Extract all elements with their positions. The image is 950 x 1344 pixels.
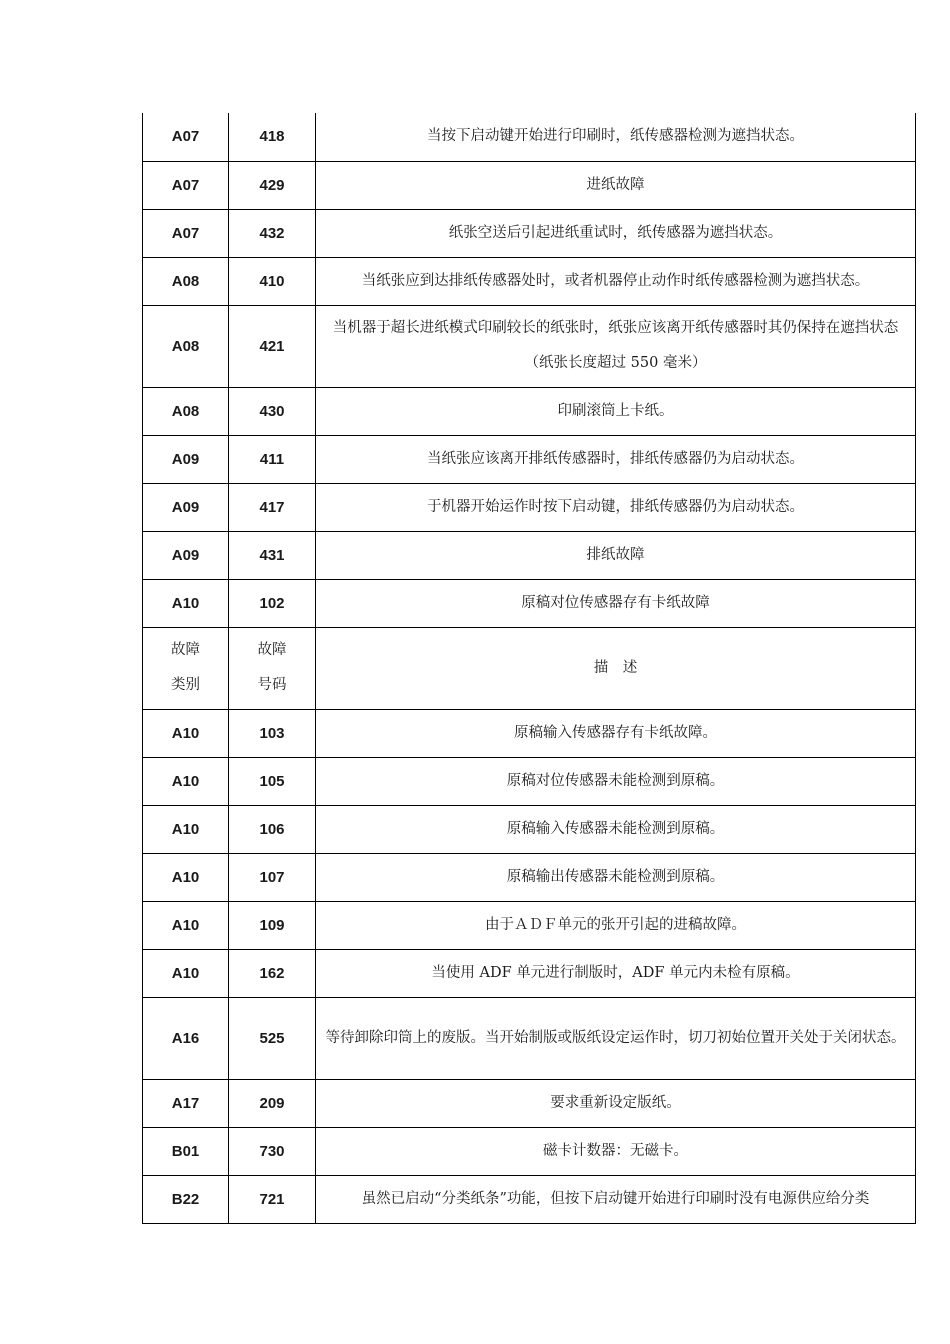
- number-header: [229, 627, 316, 709]
- table-row: [143, 531, 916, 579]
- number-cell: 105: [229, 757, 316, 805]
- category-cell: A08: [143, 305, 229, 387]
- number-cell: 432: [229, 209, 316, 257]
- description-cell: 于机器开始运作时按下启动键，排纸传感器仍为启动状态。: [316, 483, 916, 531]
- table-row: [143, 709, 916, 757]
- category-cell: B01: [143, 1127, 229, 1175]
- number-cell: 107: [229, 853, 316, 901]
- number-cell: 430: [229, 387, 316, 435]
- description-cell: 当机器于超长进纸模式印刷较长的纸张时，纸张应该离开纸传感器时其仍保持在遮挡状态（纸张长度超过 550 毫米）: [316, 305, 916, 387]
- description-cell: 排纸故障: [316, 531, 916, 579]
- description-cell: 纸张空送后引起进纸重试时，纸传感器为遮挡状态。: [316, 209, 916, 257]
- category-cell: A08: [143, 387, 229, 435]
- table-row: [143, 387, 916, 435]
- category-cell: A07: [143, 209, 229, 257]
- category-cell: A10: [143, 949, 229, 997]
- category-header: [143, 627, 229, 709]
- description-cell: 虽然已启动“分类纸条”功能，但按下启动键开始进行印刷时没有电源供应给分类: [316, 1175, 916, 1223]
- description-cell: 由于ＡＤＦ单元的张开引起的进稿故障。: [316, 901, 916, 949]
- description-cell: 当按下启动键开始进行印刷时，纸传感器检测为遮挡状态。: [316, 113, 916, 161]
- table-row: [143, 113, 916, 161]
- category-cell: A09: [143, 483, 229, 531]
- number-cell: 162: [229, 949, 316, 997]
- category-cell: A10: [143, 853, 229, 901]
- category-cell: A10: [143, 709, 229, 757]
- table-row: [143, 1079, 916, 1127]
- description-cell: 原稿输入传感器存有卡纸故障。: [316, 709, 916, 757]
- category-cell: A08: [143, 257, 229, 305]
- error-code-table: [142, 113, 916, 1224]
- category-cell: B22: [143, 1175, 229, 1223]
- category-cell: A10: [143, 805, 229, 853]
- table-row: [143, 305, 916, 387]
- category-cell: A09: [143, 531, 229, 579]
- category-cell: A10: [143, 757, 229, 805]
- description-cell: 进纸故障: [316, 161, 916, 209]
- number-cell: 429: [229, 161, 316, 209]
- number-cell: 410: [229, 257, 316, 305]
- number-header-line2: 号码: [257, 677, 287, 693]
- description-cell: 等待卸除印筒上的废版。当开始制版或版纸设定运作时，切刀初始位置开关处于关闭状态。: [316, 997, 916, 1079]
- number-cell: 525: [229, 997, 316, 1079]
- description-cell: 要求重新设定版纸。: [316, 1079, 916, 1127]
- number-cell: 209: [229, 1079, 316, 1127]
- number-cell: 102: [229, 579, 316, 627]
- number-cell: 109: [229, 901, 316, 949]
- table-row: [143, 997, 916, 1079]
- table-row: [143, 161, 916, 209]
- category-cell: A10: [143, 901, 229, 949]
- number-cell: 421: [229, 305, 316, 387]
- table-row: [143, 901, 916, 949]
- category-cell: A17: [143, 1079, 229, 1127]
- category-cell: A09: [143, 435, 229, 483]
- number-cell: 721: [229, 1175, 316, 1223]
- description-cell: 原稿对位传感器存有卡纸故障: [316, 579, 916, 627]
- category-cell: A07: [143, 113, 229, 161]
- table-row: [143, 949, 916, 997]
- table-row: [143, 579, 916, 627]
- table-header-row: [143, 627, 916, 709]
- description-cell: 当纸张应该离开排纸传感器时，排纸传感器仍为启动状态。: [316, 435, 916, 483]
- category-header-line2: 类别: [171, 677, 200, 693]
- table-row: [143, 435, 916, 483]
- table-row: [143, 209, 916, 257]
- description-cell: 原稿对位传感器未能检测到原稿。: [316, 757, 916, 805]
- category-cell: A16: [143, 997, 229, 1079]
- table-row: [143, 257, 916, 305]
- number-header-line1: 故障: [257, 642, 287, 658]
- table-row: [143, 483, 916, 531]
- number-cell: 103: [229, 709, 316, 757]
- description-cell: 原稿输出传感器未能检测到原稿。: [316, 853, 916, 901]
- number-cell: 730: [229, 1127, 316, 1175]
- number-cell: 417: [229, 483, 316, 531]
- number-cell: 106: [229, 805, 316, 853]
- table-row: [143, 757, 916, 805]
- description-cell: 原稿输入传感器未能检测到原稿。: [316, 805, 916, 853]
- description-cell: 磁卡计数器：无磁卡。: [316, 1127, 916, 1175]
- number-cell: 411: [229, 435, 316, 483]
- table-row: [143, 805, 916, 853]
- number-cell: 418: [229, 113, 316, 161]
- table-row: [143, 1127, 916, 1175]
- table-row: [143, 1175, 916, 1223]
- category-cell: A07: [143, 161, 229, 209]
- description-cell: 印刷滚筒上卡纸。: [316, 387, 916, 435]
- category-cell: A10: [143, 579, 229, 627]
- table-row: [143, 853, 916, 901]
- description-cell: 当使用 ADF 单元进行制版时，ADF 单元内未检有原稿。: [316, 949, 916, 997]
- category-header-line1: 故障: [171, 642, 200, 658]
- number-cell: 431: [229, 531, 316, 579]
- description-cell: 当纸张应到达排纸传感器处时，或者机器停止动作时纸传感器检测为遮挡状态。: [316, 257, 916, 305]
- description-header: 描 述: [316, 627, 916, 709]
